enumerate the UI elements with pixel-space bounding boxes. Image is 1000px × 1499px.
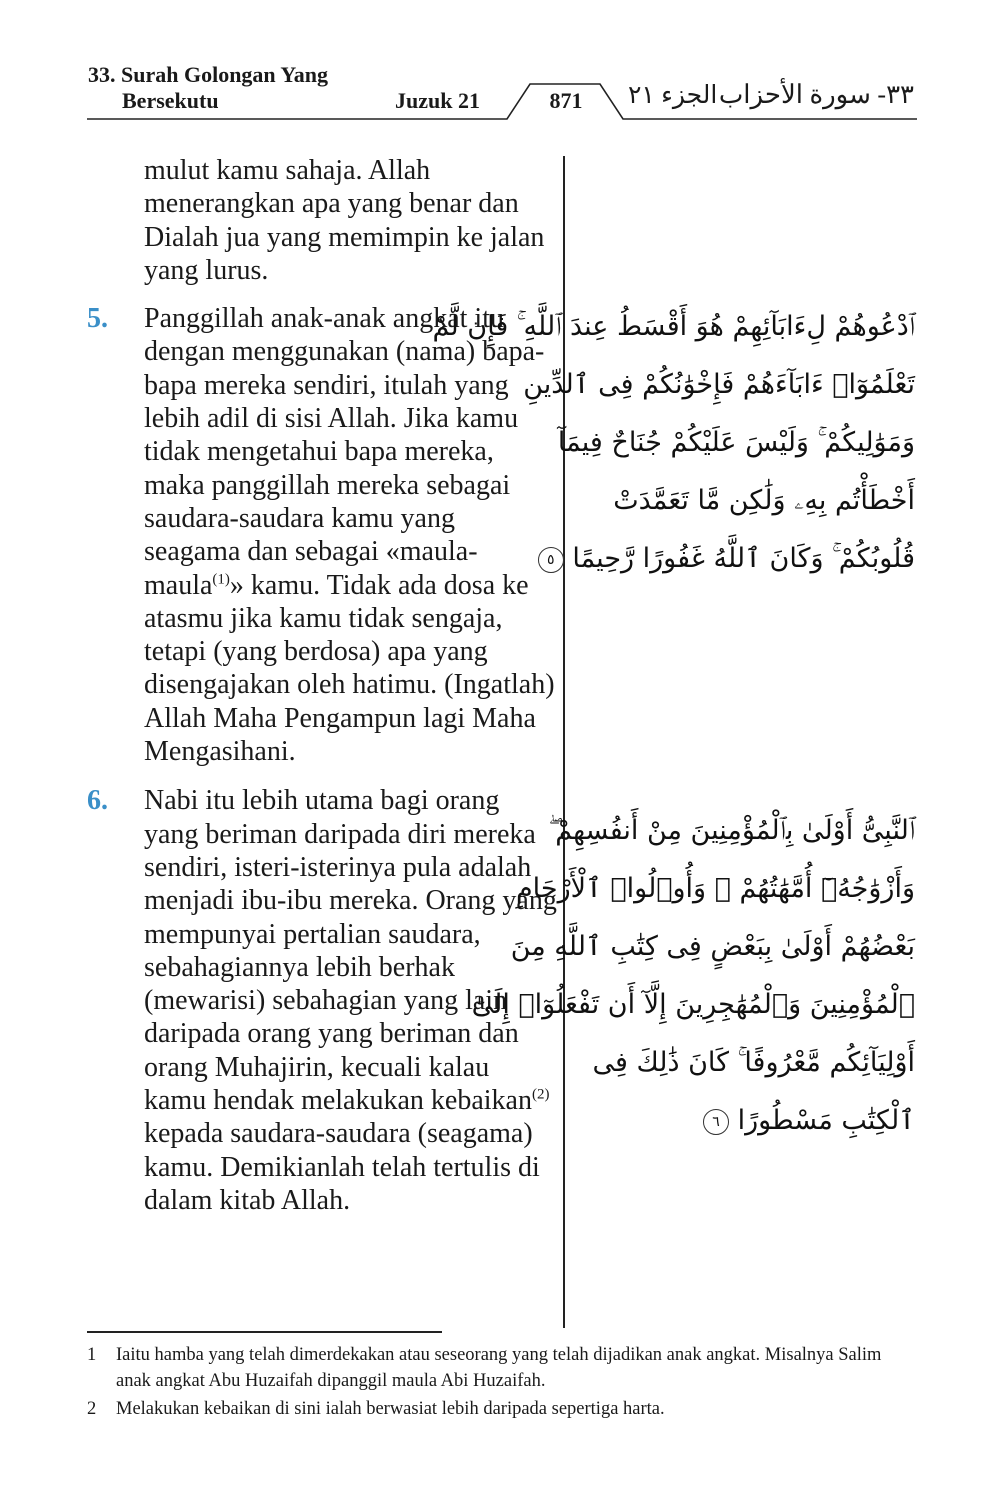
footnote-ref-1[interactable]: (1): [212, 571, 230, 588]
footnote-1: [87, 1342, 917, 1394]
ayah-end-marker-6: ٦: [703, 1109, 729, 1135]
verse-5-text-cont: » kamu. Tidak ada dosa ke atasmu jika kamu tidak sengaja, tetapi (yang berdosa) apa yang disengajakan oleh hatimu. (Ingatlah) Allah Maha Pengampun lagi Maha Mengasihani.: [144, 569, 555, 768]
footnote-2: [87, 1396, 917, 1422]
arabic-line: قُلُوبُكُمْ ۚ وَكَانَ ٱللَّهُ غَفُورًا رَّحِيمًا: [572, 543, 915, 574]
surah-arabic-title: ٣٣- سورة الأحزاب: [718, 80, 914, 109]
arabic-line: ٱلْمُؤْمِنِينَ وَٱلْمُهَٰجِرِينَ إِلَّآ أَن تَفْعَلُوٓا۟ إِلَىٰٓ: [471, 989, 915, 1020]
verse-6-text: Nabi itu lebih utama bagi orang yang beriman daripada diri mereka sendiri, isteri-isterinya pula adalah menjadi ibu-ibu mereka. Orang yang mempunyai pertalian saudara, sebahagiannya lebih berhak (mewarisi) sebahagian yang lain daripada orang yang beriman dan orang Muhajirin, kecuali kalau kamu hendak melakukan kebaikan: [144, 785, 557, 1117]
juz-arabic-label: الجزء ٢١: [628, 82, 718, 109]
header-rule: [0, 0, 1000, 130]
verse-5-text: Panggillah anak-anak angkat itu dengan menggunakan (nama) bapa-bapa mereka sendiri, itulah yang lebih adil di sisi Allah. Jika kamu tidak mengetahui bapa mereka, maka panggillah mereka sebagai saudara-saudara kamu yang seagama dan sebagai «maula-maula: [144, 303, 545, 601]
verse-6-arabic: [471, 802, 915, 1150]
footnote-1-number: 1: [87, 1345, 97, 1365]
arabic-line: تَعْلَمُوٓا۟ ءَابَآءَهُمْ فَإِخْوَٰنُكُمْ فِى ٱلدِّينِ: [523, 369, 915, 400]
footnote-2-number: 2: [87, 1399, 97, 1419]
verse-6-text-cont: kepada saudara-saudara (seagama) kamu. Demikianlah telah tertulis di dalam kitab Allah.: [144, 1118, 540, 1216]
verse-6-number: 6.: [87, 785, 108, 817]
arabic-line: ٱلنَّبِىُّ أَوْلَىٰ بِٱلْمُؤْمِنِينَ مِنْ أَنفُسِهِمْ ۖ: [548, 815, 915, 846]
ayah-end-marker-5: ٥: [538, 547, 564, 573]
header-rule-line: [87, 84, 917, 119]
arabic-line: وَمَوَٰلِيكُمْ ۚ وَلَيْسَ عَلَيْكُمْ جُنَاحٌ فِيمَآ: [557, 427, 915, 458]
surah-title-line1: 33. Surah Golongan Yang: [88, 62, 329, 87]
footnote-2-text: Melakukan kebaikan di sini ialah berwasiat lebih daripada sepertiga harta.: [116, 1399, 665, 1419]
arabic-line: بَعْضُهُمْ أَوْلَىٰ بِبَعْضٍ فِى كِتَٰبِ ٱللَّهِ مِنَ: [510, 931, 915, 962]
arabic-line: وَأَزْوَٰجُهُۥٓ أُمَّهَٰتُهُمْ ۗ وَأُو۟لُوا۟ ٱلْأَرْحَامِ: [515, 873, 915, 904]
footnote-rule: [87, 1331, 442, 1333]
surah-title-line2: Bersekutu: [122, 88, 219, 113]
verse-5-number: 5.: [87, 303, 108, 335]
footnote-1-text: Iaitu hamba yang telah dimerdekakan atau seseorang yang telah dijadikan anak angkat. Misalnya Salim anak angkat Abu Huzaifah dipanggil maula Abi Huzaifah.: [116, 1345, 882, 1391]
arabic-line: أَوْلِيَآئِكُم مَّعْرُوفًا ۚ كَانَ ذَٰلِكَ فِى: [592, 1047, 915, 1078]
arabic-line-last: [585, 1092, 915, 1150]
footnotes: [87, 1342, 917, 1422]
footnote-ref-2[interactable]: (2): [531, 1086, 550, 1103]
verse-5-arabic: [432, 298, 915, 588]
arabic-line: ٱدْعُوهُمْ لِءَابَآئِهِمْ هُوَ أَقْسَطُ عِندَ ٱللَّهِ ۚ فَإِن لَّمْ: [432, 311, 915, 342]
arabic-line-last: [546, 530, 915, 588]
arabic-line: ٱلْكِتَٰبِ مَسْطُورًا: [737, 1105, 915, 1136]
page-number: 871: [549, 88, 583, 113]
arabic-line: أَخْطَأْتُم بِهِۦ وَلَٰكِن مَّا تَعَمَّدَتْ: [613, 485, 915, 516]
juzuk-label: Juzuk 21: [395, 88, 480, 113]
verse-5-translation: [87, 302, 557, 768]
verse-continuation: mulut kamu sahaja. Allah menerangkan apa yang benar dan Dialah jua yang memimpin ke jalan yang lurus.: [144, 155, 545, 286]
